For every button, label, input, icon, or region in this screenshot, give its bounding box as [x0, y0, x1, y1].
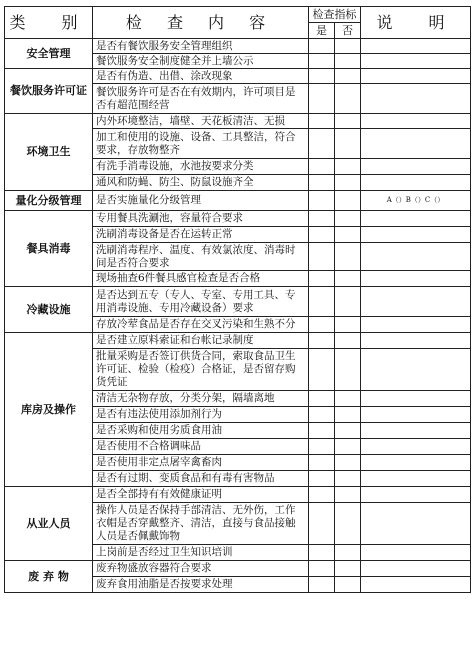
- yes-cell[interactable]: [309, 191, 335, 211]
- no-cell[interactable]: [335, 227, 361, 243]
- check-item: 存放冷荤食品是否存在交叉污染和生熟不分: [93, 317, 309, 333]
- check-item: 洗刷消毒设备是否在运转正常: [93, 227, 309, 243]
- category-cell: 餐具消毒: [5, 211, 93, 287]
- no-cell[interactable]: [335, 243, 361, 271]
- inspection-table: [4, 6, 471, 593]
- remarks-cell[interactable]: [361, 503, 471, 545]
- no-cell[interactable]: [335, 191, 361, 211]
- no-cell[interactable]: [335, 407, 361, 423]
- remarks-cell[interactable]: [361, 561, 471, 577]
- no-cell[interactable]: [335, 129, 361, 159]
- yes-cell[interactable]: [309, 317, 335, 333]
- category-cell: 从业人员: [5, 487, 93, 561]
- no-cell[interactable]: [335, 271, 361, 287]
- table-row: [5, 191, 471, 211]
- check-item: 是否采购和使用劣质食用油: [93, 423, 309, 439]
- remarks-cell[interactable]: [361, 317, 471, 333]
- yes-cell[interactable]: [309, 561, 335, 577]
- no-cell[interactable]: [335, 391, 361, 407]
- yes-cell[interactable]: [309, 455, 335, 471]
- check-item: 是否使用不合格调味品: [93, 439, 309, 455]
- check-item: 专用餐具洗涮池，容量符合要求: [93, 211, 309, 227]
- yes-cell[interactable]: [309, 333, 335, 349]
- yes-cell[interactable]: [309, 487, 335, 503]
- yes-cell[interactable]: [309, 159, 335, 175]
- check-item: 批量采购是否签订供货合同，索取食品卫生许可证、检验（检疫）合格证，是否留存购货凭证: [93, 349, 309, 391]
- check-item: 是否有伪造、出借、涂改现象: [93, 69, 309, 84]
- remarks-cell[interactable]: [361, 439, 471, 455]
- no-cell[interactable]: [335, 577, 361, 593]
- no-cell[interactable]: [335, 471, 361, 487]
- yes-cell[interactable]: [309, 114, 335, 129]
- remarks-cell[interactable]: [361, 391, 471, 407]
- remarks-cell[interactable]: [361, 84, 471, 114]
- check-item: 废弃食用油脂是否按要求处理: [93, 577, 309, 593]
- yes-cell[interactable]: [309, 391, 335, 407]
- yes-cell[interactable]: [309, 129, 335, 159]
- remarks-cell[interactable]: [361, 333, 471, 349]
- remarks-cell[interactable]: [361, 577, 471, 593]
- remarks-cell[interactable]: [361, 471, 471, 487]
- no-cell[interactable]: [335, 487, 361, 503]
- header-no: 否: [335, 23, 361, 39]
- check-item: 洗刷消毒程序、温度、有效氯浓度、消毒时间是否符合要求: [93, 243, 309, 271]
- remarks-cell[interactable]: [361, 159, 471, 175]
- table-row: [5, 333, 471, 349]
- check-item: 现场抽查6件餐具感官检查是否合格: [93, 271, 309, 287]
- yes-cell[interactable]: [309, 39, 335, 54]
- yes-cell[interactable]: [309, 227, 335, 243]
- check-item: 是否实施量化分级管理: [93, 191, 309, 211]
- check-item: 是否使用非定点屠宰禽畜肉: [93, 455, 309, 471]
- yes-cell[interactable]: [309, 84, 335, 114]
- remarks-cell[interactable]: [361, 455, 471, 471]
- yes-cell[interactable]: [309, 503, 335, 545]
- category-cell: 废 弃 物: [5, 561, 93, 593]
- no-cell[interactable]: [335, 439, 361, 455]
- category-cell: 安全管理: [5, 39, 93, 69]
- no-cell[interactable]: [335, 349, 361, 391]
- header-content: 检 查 内 容: [93, 7, 309, 39]
- no-cell[interactable]: [335, 69, 361, 84]
- no-cell[interactable]: [335, 317, 361, 333]
- check-item: 餐饮服务许可是否在有效期内，许可项目是否有超范围经营: [93, 84, 309, 114]
- yes-cell[interactable]: [309, 423, 335, 439]
- category-cell: 环境卫生: [5, 114, 93, 191]
- remarks-cell[interactable]: [361, 39, 471, 54]
- category-cell: 冷藏设施: [5, 287, 93, 333]
- check-item: 是否全部持有有效健康证明: [93, 487, 309, 503]
- check-item: 是否建立原料索证和台帐记录制度: [93, 333, 309, 349]
- no-cell[interactable]: [335, 545, 361, 561]
- header-yes: 是: [309, 23, 335, 39]
- check-item: 是否达到五专（专人、专室、专用工具、专用消毒设施、专用冷藏设备）要求: [93, 287, 309, 317]
- category-cell: 量化分级管理: [5, 191, 93, 211]
- check-item: 废弃物盛放容器符合要求: [93, 561, 309, 577]
- table-row: [5, 561, 471, 577]
- remarks-cell[interactable]: [361, 243, 471, 271]
- category-cell: 库房及操作: [5, 333, 93, 487]
- check-item: 清洁无杂物存放，分类分架，隔墙离地: [93, 391, 309, 407]
- header-remarks: 说 明: [361, 7, 471, 39]
- no-cell[interactable]: [335, 159, 361, 175]
- inspection-form: [4, 6, 470, 593]
- check-item: 有洗手消毒设施，水池按要求分类: [93, 159, 309, 175]
- yes-cell[interactable]: [309, 349, 335, 391]
- no-cell[interactable]: [335, 211, 361, 227]
- no-cell[interactable]: [335, 287, 361, 317]
- check-item: 是否有餐饮服务安全管理组织: [93, 39, 309, 54]
- no-cell[interactable]: [335, 503, 361, 545]
- remarks-cell[interactable]: [361, 114, 471, 129]
- yes-cell[interactable]: [309, 175, 335, 191]
- no-cell[interactable]: [335, 114, 361, 129]
- table-row: [5, 69, 471, 84]
- remarks-cell[interactable]: [361, 69, 471, 84]
- yes-cell[interactable]: [309, 545, 335, 561]
- category-cell: 餐饮服务许可证: [5, 69, 93, 114]
- table-row: [5, 287, 471, 317]
- no-cell[interactable]: [335, 54, 361, 69]
- yes-cell[interactable]: [309, 471, 335, 487]
- remarks-cell[interactable]: [361, 287, 471, 317]
- yes-cell[interactable]: [309, 211, 335, 227]
- check-item: 是否有违法使用添加剂行为: [93, 407, 309, 423]
- no-cell[interactable]: [335, 39, 361, 54]
- yes-cell[interactable]: [309, 439, 335, 455]
- remarks-cell[interactable]: [361, 545, 471, 561]
- no-cell[interactable]: [335, 561, 361, 577]
- remarks-cell[interactable]: [361, 227, 471, 243]
- remarks-cell[interactable]: [361, 129, 471, 159]
- header-indicator: 检查指标: [309, 7, 361, 23]
- check-item: 内外环境整洁，墙壁、天花板清洁、无损: [93, 114, 309, 129]
- remarks-cell[interactable]: [361, 271, 471, 287]
- rating-note: A（）B（）C（）: [361, 191, 471, 211]
- no-cell[interactable]: [335, 175, 361, 191]
- check-item: 餐饮服务安全制度健全并上墙公示: [93, 54, 309, 69]
- table-row: [5, 114, 471, 129]
- check-item: 上岗前是否经过卫生知识培训: [93, 545, 309, 561]
- table-row: [5, 487, 471, 503]
- yes-cell[interactable]: [309, 271, 335, 287]
- yes-cell[interactable]: [309, 407, 335, 423]
- remarks-cell[interactable]: [361, 54, 471, 69]
- check-item: 操作人员是否保持手部清洁、无外伤，工作衣帽是否穿戴整齐、清洁，直接与食品接触人员是否佩戴饰物: [93, 503, 309, 545]
- no-cell[interactable]: [335, 455, 361, 471]
- check-item: 是否有过期、变质食品和有毒有害物品: [93, 471, 309, 487]
- yes-cell[interactable]: [309, 287, 335, 317]
- yes-cell[interactable]: [309, 69, 335, 84]
- no-cell[interactable]: [335, 333, 361, 349]
- remarks-cell[interactable]: [361, 349, 471, 391]
- table-row: [5, 39, 471, 54]
- table-row: [5, 211, 471, 227]
- yes-cell[interactable]: [309, 577, 335, 593]
- no-cell[interactable]: [335, 84, 361, 114]
- check-item: 加工和使用的设施、设备、工具整洁，符合要求，存放物整齐: [93, 129, 309, 159]
- no-cell[interactable]: [335, 423, 361, 439]
- yes-cell[interactable]: [309, 54, 335, 69]
- check-item: 通风和防蝇、防尘、防鼠设施齐全: [93, 175, 309, 191]
- remarks-cell[interactable]: [361, 211, 471, 227]
- header-category: 类 别: [5, 7, 93, 39]
- remarks-cell[interactable]: [361, 175, 471, 191]
- yes-cell[interactable]: [309, 243, 335, 271]
- remarks-cell[interactable]: [361, 407, 471, 423]
- remarks-cell[interactable]: [361, 487, 471, 503]
- remarks-cell[interactable]: [361, 423, 471, 439]
